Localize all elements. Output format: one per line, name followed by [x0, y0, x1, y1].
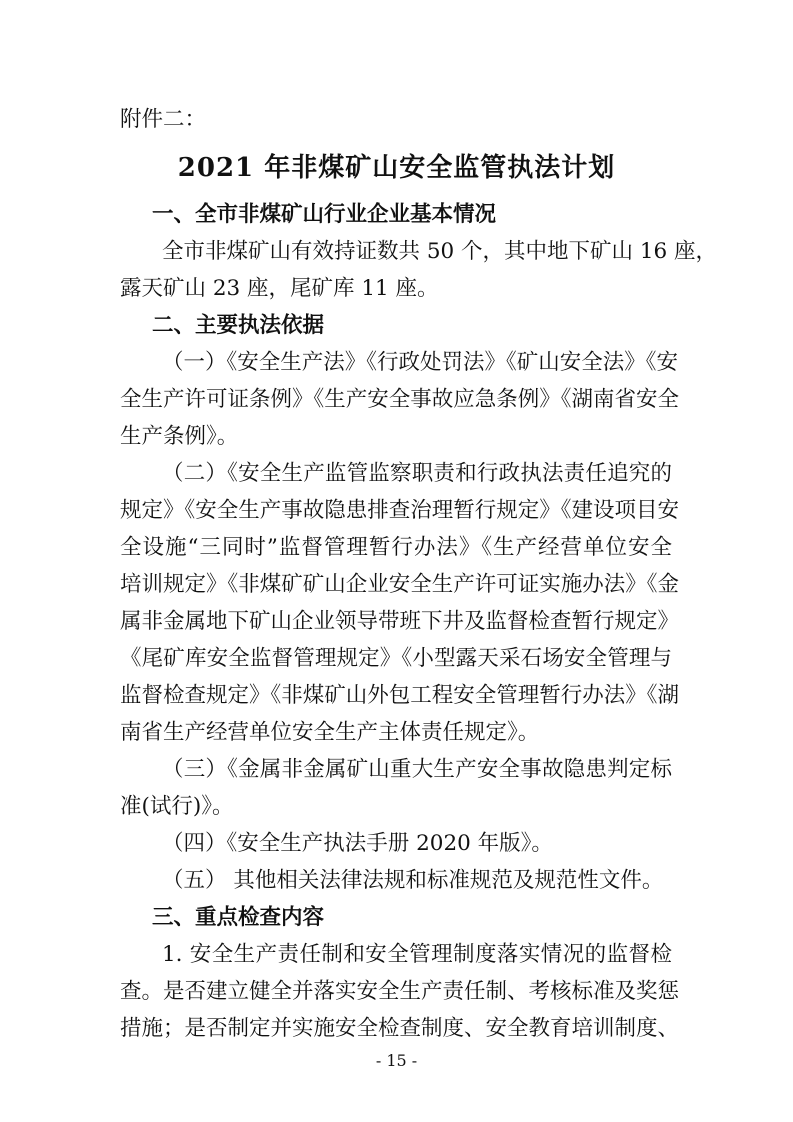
paragraph-line: 生产条例》。 [120, 424, 239, 449]
page-number: - 15 - [375, 1051, 418, 1070]
paragraph-line: 监督检查规定》《非煤矿山外包工程安全管理暂行办法》《湖 [120, 683, 680, 708]
paragraph-line: （四）《安全生产执法手册 2020 年版》。 [162, 831, 553, 856]
paragraph-line: 规定》《安全生产事故隐患排查治理暂行规定》《建设项目安 [120, 498, 680, 523]
paragraph-line: 准(试行)》。 [120, 794, 234, 819]
paragraph-line: 全设施“三同时”监督管理暂行办法》《生产经营单位安全 [120, 535, 672, 560]
paragraph-line: （五） 其他相关法律法规和标准规范及规范性文件。 [162, 868, 664, 893]
paragraph-line: 属非金属地下矿山企业领导带班下井及监督检查暂行规定》 [120, 609, 680, 634]
section-heading-3: 三、重点检查内容 [152, 905, 325, 930]
paragraph-line: 南省生产经营单位安全生产主体责任规定》。 [120, 720, 540, 745]
paragraph-line: 全市非煤矿山有效持证数共 50 个，其中地下矿山 16 座， [162, 239, 718, 264]
paragraph-line: （二）《安全生产监管监察职责和行政执法责任追究的 [162, 461, 672, 486]
section-heading-2: 二、主要执法依据 [152, 313, 325, 338]
paragraph-line: 《尾矿库安全监督管理规定》《小型露天采石场安全管理与 [120, 646, 672, 671]
paragraph-line: 全生产许可证条例》《生产安全事故应急条例》《湖南省安全 [120, 387, 680, 412]
paragraph-line: 1. 安全生产责任制和安全管理制度落实情况的监督检 [162, 942, 672, 967]
paragraph-line: （一）《安全生产法》《行政处罚法》《矿山安全法》《安 [162, 350, 679, 375]
paragraph-line: 培训规定》《非煤矿矿山企业安全生产许可证实施办法》《金 [120, 572, 680, 597]
section-heading-1: 一、全市非煤矿山行业企业基本情况 [152, 202, 497, 227]
paragraph-line: （三）《金属非金属矿山重大生产安全事故隐患判定标 [162, 757, 672, 782]
attachment-label: 附件二： [120, 107, 207, 132]
document-title: 2021 年非煤矿山安全监管执法计划 [177, 153, 616, 183]
paragraph-line: 措施；是否制定并实施安全检查制度、安全教育培训制度、 [120, 1016, 680, 1041]
paragraph-line: 露天矿山 23 座，尾矿库 11 座。 [120, 276, 439, 301]
paragraph-line: 查。是否建立健全并落实安全生产责任制、考核标准及奖惩 [120, 979, 680, 1004]
